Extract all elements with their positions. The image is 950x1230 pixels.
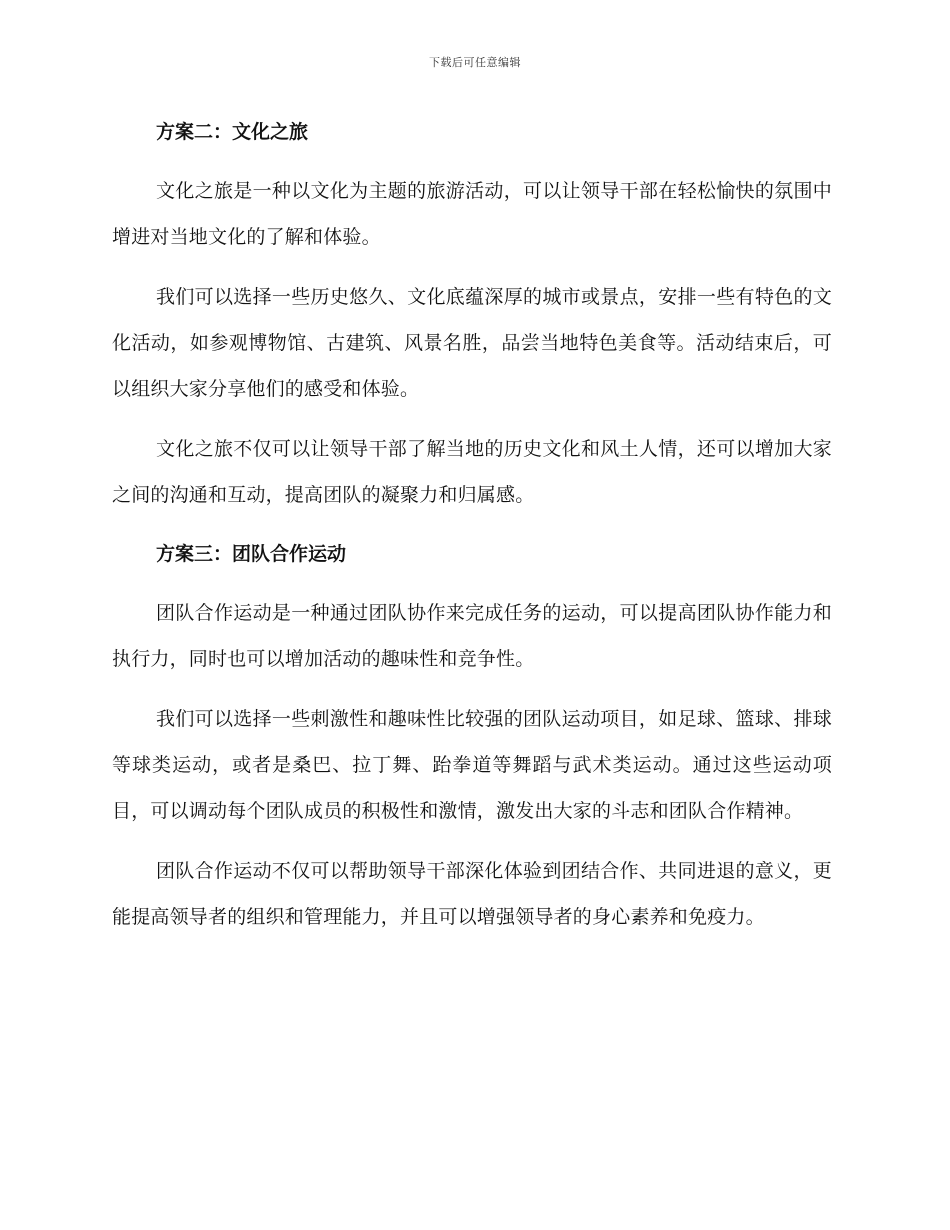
paragraph: 我们可以选择一些刺激性和趣味性比较强的团队运动项目，如足球、篮球、排球等球类运动，或者是桑巴、拉丁舞、跆拳道等舞蹈与武术类运动。通过这些运动项目，可以调动每个团队成员的积极性和激情，激发出大家的斗志和团队合作精神。 [112,708,832,822]
section-heading: 方案三：团队合作运动 [156,543,347,565]
page-header: 下载后可任意编辑 [429,56,521,69]
paragraph: 我们可以选择一些历史悠久、文化底蕴深厚的城市或景点，安排一些有特色的文化活动，如参观博物馆、古建筑、风景名胜，品尝当地特色美食等。活动结束后，可以组织大家分享他们的感受和体验。 [112,286,832,400]
paragraph: 文化之旅不仅可以让领导干部了解当地的历史文化和风土人情，还可以增加大家之间的沟通和互动，提高团队的凝聚力和归属感。 [112,438,832,506]
paragraph: 文化之旅是一种以文化为主题的旅游活动，可以让领导干部在轻松愉快的氛围中增进对当地文化的了解和体验。 [112,180,832,248]
section-heading: 方案二：文化之旅 [156,121,309,143]
paragraph: 团队合作运动不仅可以帮助领导干部深化体验到团结合作、共同进退的意义，更能提高领导者的组织和管理能力，并且可以增强领导者的身心素养和免疫力。 [112,860,832,928]
paragraph: 团队合作运动是一种通过团队协作来完成任务的运动，可以提高团队协作能力和执行力，同时也可以增加活动的趣味性和竞争性。 [112,602,832,670]
document-body [112,110,832,954]
